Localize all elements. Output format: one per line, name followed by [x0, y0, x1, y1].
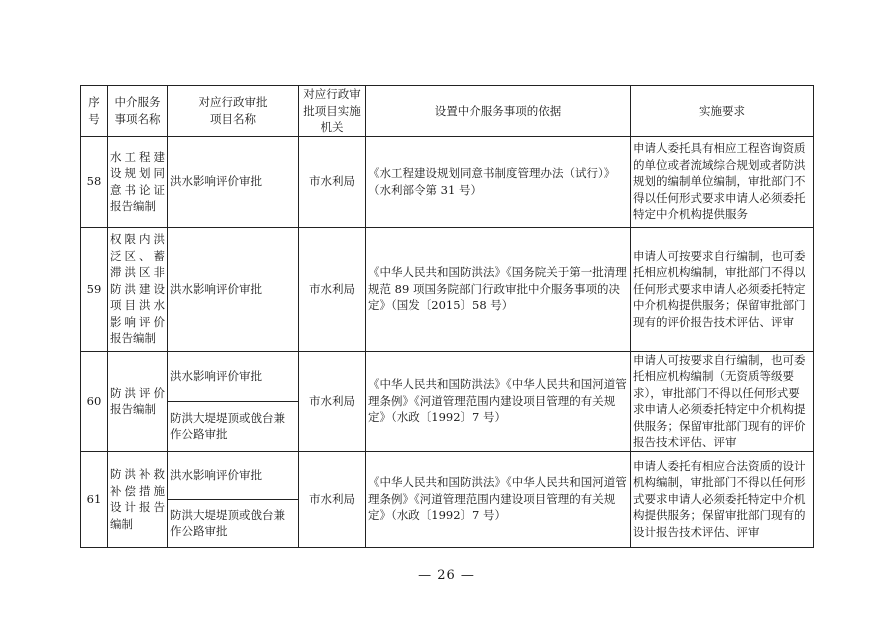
requirement: 申请人可按要求自行编制，也可委托相应机构编制（无资质等级要求），审批部门不得以任何形式要求申请人必须委托特定中介机构提供服务；保留审批部门现有的评价报告技术评估、评审: [631, 351, 814, 451]
row-number: 58: [81, 136, 108, 227]
header-name: 中介服务事项名称: [108, 86, 168, 137]
approval-item: 洪水影响评价审批: [168, 136, 299, 227]
page-number: — 26 —: [418, 568, 475, 583]
legal-basis: 《中华人民共和国防洪法》《中华人民共和国河道管理条例》《河道管理范围内建设项目管理的有关规定》（水政〔1992〕7 号）: [366, 451, 631, 547]
intermediary-services-table: [80, 85, 814, 548]
service-name: 水工程建设规划同意书论证报告编制: [108, 136, 168, 227]
authority: 市水利局: [299, 351, 366, 451]
service-name: 防洪补救补偿措施设计报告编制: [108, 451, 168, 547]
table-header-row: [81, 86, 814, 137]
approval-item: 洪水影响评价审批: [168, 451, 299, 499]
header-item: 对应行政审批项目名称: [168, 86, 299, 137]
approval-item: 洪水影响评价审批: [168, 351, 299, 401]
authority: 市水利局: [299, 451, 366, 547]
table-row: [81, 451, 814, 499]
header-basis: 设置中介服务事项的依据: [366, 86, 631, 137]
service-name: 防洪评价报告编制: [108, 351, 168, 451]
service-name: 权限内洪泛区、蓄滞洪区非防洪建设项目洪水影响评价报告编制: [108, 227, 168, 351]
table-row: [81, 227, 814, 351]
authority: 市水利局: [299, 136, 366, 227]
requirement: 申请人委托具有相应工程咨询资质的单位或者流域综合规划或者防洪规划的编制单位编制，审批部门不得以任何形式要求申请人必须委托特定中介机构提供服务: [631, 136, 814, 227]
table-row: [81, 351, 814, 401]
header-num: 序号: [81, 86, 108, 137]
approval-item: 洪水影响评价审批: [168, 227, 299, 351]
legal-basis: 《中华人民共和国防洪法》《中华人民共和国河道管理条例》《河道管理范围内建设项目管理的有关规定》（水政〔1992〕7 号）: [366, 351, 631, 451]
header-authority: 对应行政审批项目实施机关: [299, 86, 366, 137]
row-number: 61: [81, 451, 108, 547]
legal-basis: 《中华人民共和国防洪法》《国务院关于第一批清理规范 89 项国务院部门行政审批中介服务事项的决定》（国发〔2015〕58 号）: [366, 227, 631, 351]
header-requirement: 实施要求: [631, 86, 814, 137]
row-number: 59: [81, 227, 108, 351]
requirement: 申请人可按要求自行编制，也可委托相应机构编制，审批部门不得以任何形式要求申请人必须委托特定中介机构提供服务；保留审批部门现有的评价报告技术评估、评审: [631, 227, 814, 351]
approval-item: 防洪大堤堤顶或戗台兼作公路审批: [168, 499, 299, 547]
approval-item: 防洪大堤堤顶或戗台兼作公路审批: [168, 401, 299, 451]
legal-basis: 《水工程建设规划同意书制度管理办法（试行）》（水利部令第 31 号）: [366, 136, 631, 227]
authority: 市水利局: [299, 227, 366, 351]
row-number: 60: [81, 351, 108, 451]
requirement: 申请人委托有相应合法资质的设计机构编制，审批部门不得以任何形式要求申请人必须委托特定中介机构提供服务；保留审批部门现有的设计报告技术评估、评审: [631, 451, 814, 547]
table-row: [81, 136, 814, 227]
